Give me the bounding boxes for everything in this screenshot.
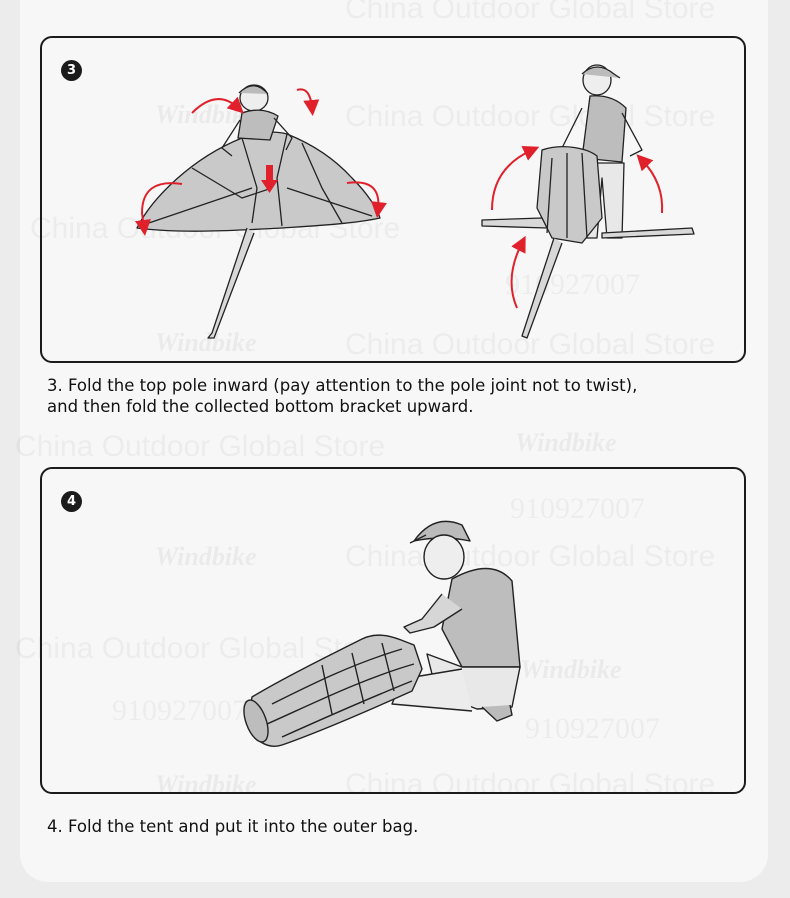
caption-line: and then fold the collected bottom bracket upward. <box>47 397 474 416</box>
step-3-illustration-frame <box>40 36 746 363</box>
step-4-illustration-frame <box>40 467 746 794</box>
step-4-caption <box>47 816 737 837</box>
folding-tent-figure <box>137 132 380 338</box>
caption-line: 4. Fold the tent and put it into the outer bag. <box>47 817 419 836</box>
step-3-illustration <box>42 38 744 361</box>
tent-bag-figure <box>239 635 422 746</box>
caption-line: 3. Fold the top pole inward (pay attention to the pole joint not to twist), <box>47 376 638 395</box>
step-4-illustration <box>42 469 744 792</box>
step-number-badge: 3 <box>61 60 82 81</box>
folded-tent-figure <box>482 147 694 338</box>
step-3-caption <box>47 375 737 417</box>
step-number-badge: 4 <box>61 491 82 512</box>
